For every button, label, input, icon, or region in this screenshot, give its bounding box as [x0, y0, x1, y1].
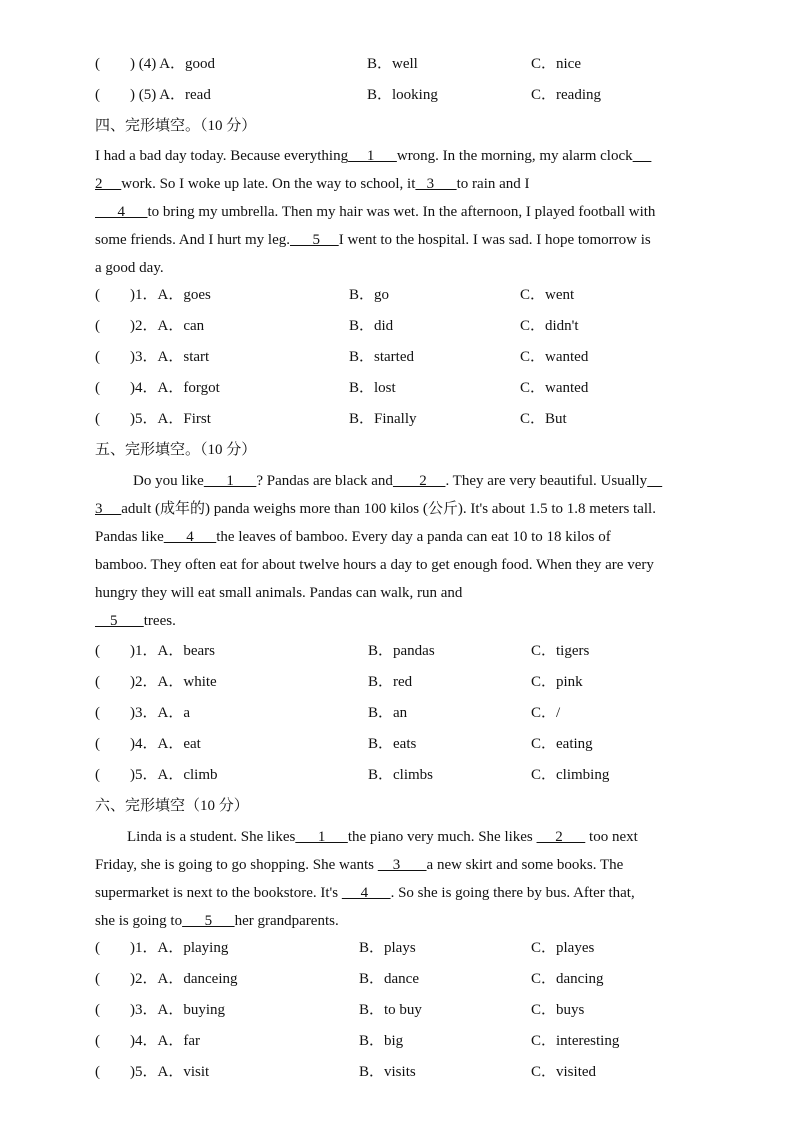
option-c: C．nice — [531, 56, 581, 72]
section-5-heading: 五、完形填空。（10 分） — [95, 442, 257, 458]
option-b: B．well — [367, 56, 418, 72]
question-stem: ( ) (4) A．good — [95, 56, 216, 72]
blank-2: 2 — [536, 829, 586, 845]
blank-3: 3 — [415, 176, 457, 192]
blank-1: 1 — [348, 148, 397, 164]
blank-1: 1 — [203, 473, 257, 489]
question-row: ( )3．A．buying B．to buy C．buys — [95, 1002, 585, 1018]
section-5-passage: Do you like 1 ? Pandas are black and 2 . They are very beautiful. Usually 3 adult (成年的) panda weighs more than 100 kilos (公斤). It's about 1.5 to 1.8 meters tall. Pandas like 4 the leaves of bamboo. Every day a panda can eat 10 to 18 kilos of bamboo. They often eat for about twelve hours a day to get enough food. When they are very hungry they will eat small animals. Pandas can walk, run and 5 trees. — [95, 473, 656, 629]
blank-2: 2 — [392, 473, 446, 489]
blank-3: 3 — [95, 501, 103, 517]
question-row: ( )2．A．white B．red C．pink — [95, 674, 583, 690]
blank-1: 1 — [295, 829, 348, 845]
question-row: ( )5．A．climb B．climbs C．climbing — [95, 767, 610, 783]
question-row — [95, 84, 715, 106]
question-row: ( )4．A．forgot B．lost C．wanted — [95, 380, 589, 396]
question-row: ( )5．A．First B．Finally C．But — [95, 411, 567, 427]
question-row: ( )5．A．visit B．visits C．visited — [95, 1064, 597, 1080]
question-row: ( )4．A．eat B．eats C．eating — [95, 736, 593, 752]
question-row: ( )3．A．start B．started C．wanted — [95, 349, 589, 365]
question-row — [95, 53, 715, 75]
question-row: ( )1．A．playing B．plays C．playes — [95, 940, 595, 956]
blank-5: 5 — [182, 913, 235, 929]
section-4-heading: 四、完形填空。（10 分） — [95, 118, 257, 134]
blank-2-start — [633, 148, 652, 164]
question-row: ( )1．A．bears B．pandas C．tigers — [95, 643, 590, 659]
section-4-passage: I had a bad day today. Because everything 1 wrong. In the morning, my alarm clock 2 work. So I woke up late. On the way to school, it 3 to rain and I 4 to bring my umbrella. Then my hair was wet. In the afternoon, I played football with some friends. And I hurt my leg. 5 I went to the hospital. I was sad. I hope tomorrow is a good day. — [95, 148, 656, 276]
question-row: ( )2．A．can B．did C．didn't — [95, 318, 579, 334]
question-row: ( )2．A．danceing B．dance C．dancing — [95, 971, 604, 987]
blank-5: 5 — [95, 613, 144, 629]
blank-4: 4 — [95, 204, 148, 220]
question-row: ( )3．A．a B．an C．/ — [95, 705, 561, 721]
question-row: ( )1．A．goes B．go C．went — [95, 287, 575, 303]
question-stem: ( ) (5) A．read — [95, 87, 211, 103]
option-b: B．looking — [367, 87, 438, 103]
section-6-heading: 六、完形填空（10 分） — [95, 798, 249, 814]
question-row: ( )4．A．far B．big C．interesting — [95, 1033, 620, 1049]
blank-4: 4 — [163, 529, 217, 545]
blank-3: 3 — [377, 857, 427, 873]
option-c: C．reading — [531, 87, 601, 103]
section-6-passage: Linda is a student. She likes 1 the piano very much. She likes 2 too next Friday, she is going to go shopping. She wants 3 a new skirt and some books. The supermarket is next to the bookstore. It's 4 . So she is going there by bus. After that, she is going to 5 her grandparents. — [95, 829, 638, 929]
blank-4: 4 — [341, 885, 391, 901]
blank-5: 5 — [289, 232, 339, 248]
